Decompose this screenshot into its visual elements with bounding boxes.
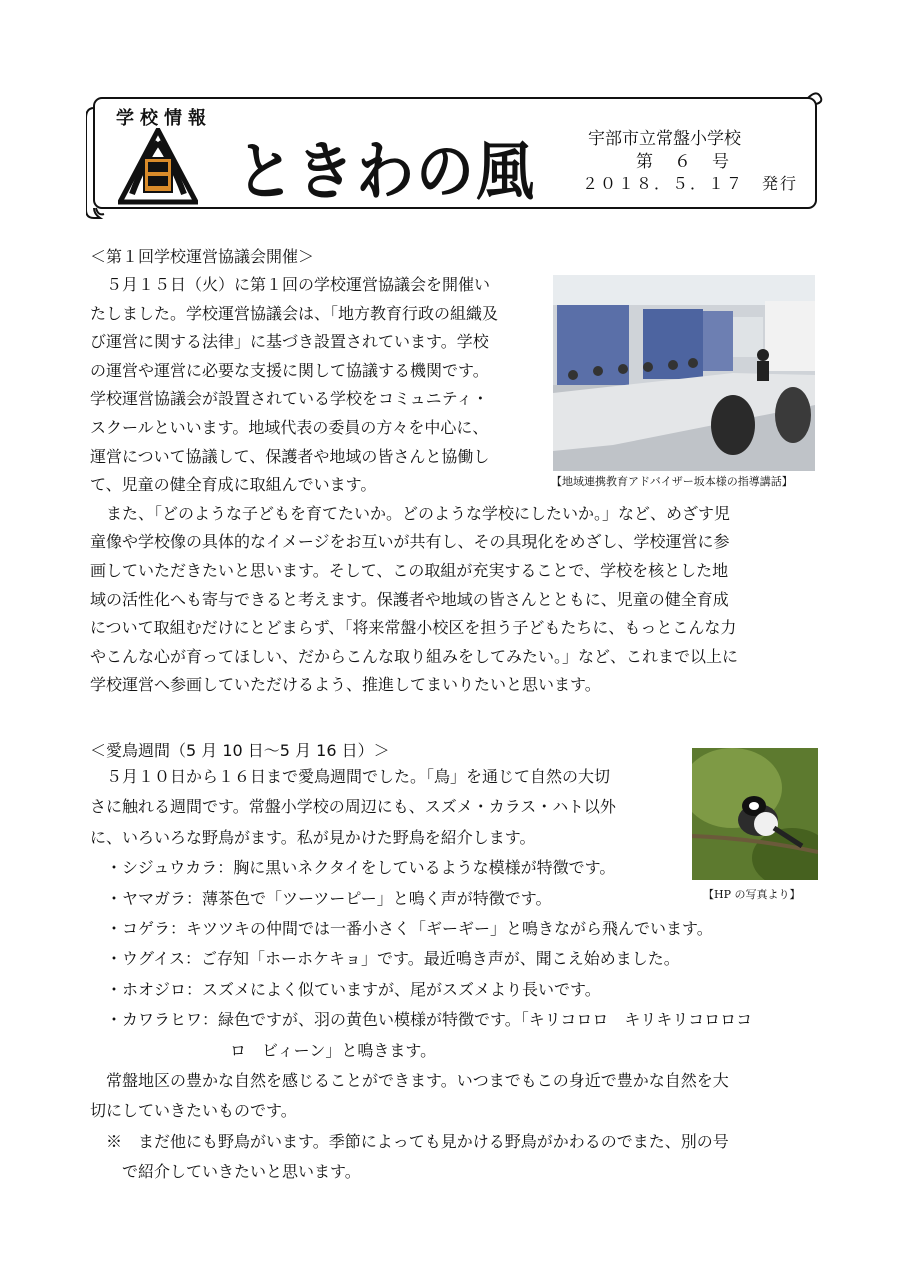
paragraph-line: の運営や運営に必要な支援に関して協議する機関です。 bbox=[90, 360, 489, 380]
paragraph-line: ・カワラヒワ：緑色ですが、羽の黄色い模様が特徴です。「キリコロロ キリキリコロロコ bbox=[90, 1010, 753, 1030]
section-heading: ＜第１回学校運営協議会開催＞ bbox=[90, 247, 315, 266]
paragraph-line: ５月１０日から１６日まで愛鳥週間でした。「鳥」を通じて自然の大切 bbox=[90, 767, 611, 786]
paragraph-line: について取組むだけにとどまらず、「将来常盤小校区を担う子どもたちに、もっとこんな力 bbox=[90, 618, 737, 638]
issue-date: ２０１８．５．１７ 発行 bbox=[582, 174, 799, 193]
paragraph-line: ロ ビィーン」と鳴きます。 bbox=[230, 1040, 437, 1060]
paragraph-line: たしました。学校運営協議会は、「地方教育行政の組織及 bbox=[90, 303, 499, 323]
paragraph-line: 常盤地区の豊かな自然を感じることができます。いつまでもこの身近で豊かな自然を大 bbox=[90, 1071, 729, 1090]
paragraph-line: 運営について協議して、保護者や地域の皆さんと協働し bbox=[90, 446, 490, 466]
newsletter-title: ときわの風 bbox=[236, 134, 537, 209]
paragraph-line: ・ウグイス：ご存知「ホーホケキョ」です。最近鳴き声が、聞こえ始めました。 bbox=[90, 949, 680, 969]
paragraph-line: て、児童の健全育成に取組んでいます。 bbox=[90, 475, 377, 495]
paragraph-line: ・ホオジロ：スズメによく似ていますが、尾がスズメより長いです。 bbox=[90, 979, 601, 999]
paragraph-line: やこんな心が育ってほしい、だからこんな取り組みをしてみたい。」など、これまで以上に bbox=[90, 646, 739, 666]
section-heading: ＜愛鳥週間（5 月 10 日～5 月 16 日）＞ bbox=[90, 741, 390, 760]
paragraph-line: ・コゲラ：キツツキの仲間では一番小さく「ギーギー」と鳴きながら飛んでいます。 bbox=[90, 919, 713, 938]
paragraph-line: ５月１５日（火）に第１回の学校運営協議会を開催い bbox=[90, 275, 491, 294]
school-name: 宇部市立常盤小学校 bbox=[588, 129, 741, 149]
paragraph-line: 学校運営へ参画していただけるよう、推進してまいりたいと思います。 bbox=[90, 675, 601, 695]
issue-number: 第 ６ 号 bbox=[636, 152, 731, 172]
paragraph-line: さに触れる週間です。常盤小学校の周辺にも、スズメ・カラス・ハト以外 bbox=[90, 797, 616, 817]
bird-photo-caption: 【HP の写真より】 bbox=[703, 888, 801, 901]
paragraph-line: 域の活性化へも寄与できると考えます。保護者や地域の皆さんとともに、児童の健全育成 bbox=[90, 589, 729, 609]
meeting-photo bbox=[553, 275, 815, 471]
paragraph-line: ・ヤマガラ：薄茶色で「ツーツーピー」と鳴く声が特徴です。 bbox=[90, 888, 552, 908]
paragraph-line: ※ まだ他にも野鳥がいます。季節によっても見かける野鳥がかわるのでまた、別の号 bbox=[106, 1131, 729, 1151]
paragraph-line: 画していただきたいと思います。そして、この取組が充実することで、学校を核とした地 bbox=[90, 561, 729, 580]
school-emblem-icon bbox=[118, 128, 198, 206]
paragraph-line: ・シジュウカラ：胸に黒いネクタイをしているような模様が特徴です。 bbox=[90, 858, 616, 878]
paragraph-line: スクールといいます。地域代表の委員の方々を中心に、 bbox=[90, 418, 489, 437]
paragraph-line: で紹介していきたいと思います。 bbox=[122, 1162, 361, 1182]
newsletter-kicker: 学校情報 bbox=[116, 108, 212, 129]
paragraph-line: 童像や学校像の具体的なイメージをお互いが共有し、その具現化をめざし、学校運営に参 bbox=[90, 532, 730, 552]
bird-photo bbox=[692, 748, 818, 880]
paragraph-line: また、「どのような子どもを育てたいか。どのような学校にしたいか。」など、めざす児 bbox=[90, 503, 731, 523]
paragraph-line: 切にしていきたいものです。 bbox=[90, 1101, 297, 1121]
paragraph-line: 学校運営協議会が設置されている学校をコミュニティ・ bbox=[90, 389, 489, 409]
paragraph-line: に、いろいろな野鳥がます。私が見かけた野鳥を紹介します。 bbox=[90, 827, 536, 847]
paragraph-line: び運営に関する法律」に基づき設置されています。学校 bbox=[90, 332, 489, 352]
meeting-photo-caption: 【地域連携教育アドバイザー坂本様の指導講話】 bbox=[551, 475, 793, 488]
